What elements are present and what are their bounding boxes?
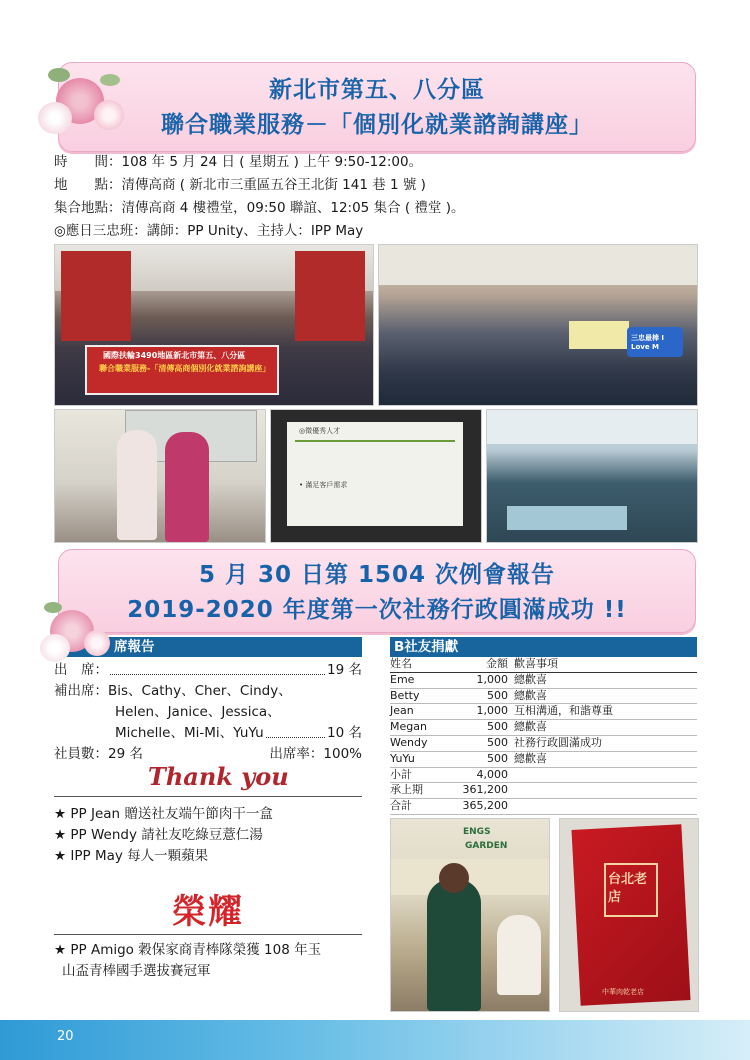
slide-heading-2: • 滿足客戶需求 — [299, 481, 348, 489]
cell: 365,200 — [462, 799, 514, 815]
cell: 承上期 — [390, 783, 462, 799]
flower-decoration-icon — [38, 64, 130, 142]
cell: 500 — [462, 720, 514, 736]
honor-title: 榮耀 — [172, 892, 244, 932]
col-name: 姓名 — [390, 657, 462, 672]
col-amount: 金額 — [462, 657, 514, 672]
cell: 總歡喜 — [514, 720, 697, 736]
cell: 合計 — [390, 799, 462, 815]
makeup-label: 補出席： — [54, 683, 108, 699]
banner-subtitle-1: 聯合職業服務－「個別化就業諮詢講座」 — [161, 112, 593, 138]
cell: 總歡喜 — [514, 672, 697, 688]
photo-banner-line1: 國際扶輪3490地區新北市第五、八分區 — [103, 351, 246, 360]
cell: 小計 — [390, 767, 462, 783]
table-row — [390, 783, 697, 799]
group-photo-hall — [54, 244, 374, 406]
cell — [514, 799, 697, 815]
thanks-list — [54, 804, 273, 867]
table-header-row — [390, 657, 697, 672]
speakers-photo — [54, 409, 266, 543]
cell: 500 — [462, 751, 514, 767]
cell — [514, 783, 697, 799]
cell: 社務行政圓滿成功 — [514, 735, 697, 751]
attendance-header-text: 席報告 — [114, 639, 155, 655]
banner-title-1: 新北市第五、八分區 — [269, 77, 485, 103]
table-row — [390, 767, 697, 783]
thanks-item: ★ IPP May 每人一顆蘋果 — [54, 848, 209, 864]
table-row — [390, 799, 697, 815]
slide-heading: ◎徵優秀人才 — [299, 427, 341, 435]
slide-screen-photo — [270, 409, 482, 543]
time-label: 時 間： — [54, 154, 122, 170]
meetup-value: 清傳高商 4 樓禮堂，09:50 聯誼、12:05 集合 ( 禮堂 )。 — [121, 200, 465, 216]
honor-list — [54, 940, 321, 982]
donation-table — [390, 657, 697, 815]
class-note: ◎應日三忠班：講師：PP Unity、主持人：IPP May — [54, 223, 364, 239]
wall-sign-2: GARDEN — [465, 841, 508, 851]
meetup-label: 集合地點： — [54, 200, 122, 216]
wall-sign-1: ENGS — [463, 827, 491, 837]
section-banner-2 — [58, 549, 696, 633]
divider — [54, 934, 362, 935]
gift-box-photo — [559, 818, 699, 1012]
table-row — [390, 751, 697, 767]
cell: Eme — [390, 672, 462, 688]
present-label: 出 席： — [54, 662, 108, 678]
cell: 500 — [462, 735, 514, 751]
cell: Wendy — [390, 735, 462, 751]
present-count: 19 名 — [327, 662, 362, 678]
page-number: 20 — [57, 1029, 74, 1044]
makeup-names-1: Bis、Cathy、Cher、Cindy、 — [108, 683, 292, 699]
stamp-text: 台北老店 — [608, 872, 648, 905]
cell: 總歡喜 — [514, 751, 697, 767]
cell: 總歡喜 — [514, 688, 697, 704]
cell: 1,000 — [462, 672, 514, 688]
makeup-count: 10 名 — [327, 725, 362, 741]
table-row — [390, 672, 697, 688]
venue-value: 清傳高商 ( 新北市三重區五谷王北街 141 巷 1 號 ) — [121, 177, 426, 193]
thanks-item: ★ PP Wendy 請社友吃綠豆薏仁湯 — [54, 827, 263, 843]
thanks-item: ★ PP Jean 贈送社友端午節肉干一盒 — [54, 806, 273, 822]
classroom-photo-students — [378, 244, 698, 406]
banner-title-2: 5 月 30 日第 1504 次例會報告 — [198, 562, 556, 588]
table-row — [390, 704, 697, 720]
cell: 4,000 — [462, 767, 514, 783]
box-bottom-text: 中華肉乾老店 — [602, 988, 644, 996]
classroom-photo-2 — [486, 409, 698, 543]
table-row — [390, 735, 697, 751]
section-banner-1 — [58, 62, 696, 152]
col-note: 歡喜事項 — [514, 657, 697, 672]
photo-banner-line2: 聯合職業服務-「清傳高商個別化就業諮詢講座」 — [99, 364, 271, 373]
member-count: 社員數：29 名 — [54, 746, 143, 762]
cell: 361,200 — [462, 783, 514, 799]
cell: Megan — [390, 720, 462, 736]
page-footer — [0, 1020, 750, 1060]
makeup-names-3: Michelle、Mi-Mi、YuYu — [115, 725, 264, 741]
donation-header — [390, 637, 697, 657]
attendance-rate: 出席率：100% — [269, 746, 362, 762]
cell: 1,000 — [462, 704, 514, 720]
thank-you-title: Thank you — [148, 762, 289, 791]
cell: Betty — [390, 688, 462, 704]
cell: Jean — [390, 704, 462, 720]
speaker-with-mic-photo — [390, 818, 550, 1012]
table-row — [390, 720, 697, 736]
cell: YuYu — [390, 751, 462, 767]
honor-line-2: 山盃青棒國手選拔賽冠軍 — [62, 963, 211, 979]
makeup-names-2: Helen、Janice、Jessica、 — [115, 704, 281, 720]
venue-label: 地 點： — [54, 177, 122, 193]
cell: 500 — [462, 688, 514, 704]
attendance-body — [54, 660, 362, 765]
student-sign-text: 三忠最棒 I Love M — [631, 334, 665, 351]
honor-line-1: ★ PP Amigo 穀保家商青棒隊榮獲 108 年玉 — [54, 942, 322, 958]
banner-subtitle-2: 2019-2020 年度第一次社務行政圓滿成功 !! — [127, 597, 627, 623]
event-info — [54, 151, 464, 243]
table-row — [390, 688, 697, 704]
cell: 互相溝通，和諧尊重 — [514, 704, 697, 720]
divider — [54, 796, 362, 797]
cell — [514, 767, 697, 783]
donation-header-text: B社友捐獻 — [394, 639, 459, 655]
time-value: 108 年 5 月 24 日 ( 星期五 ) 上午 9:50-12:00。 — [121, 154, 423, 170]
